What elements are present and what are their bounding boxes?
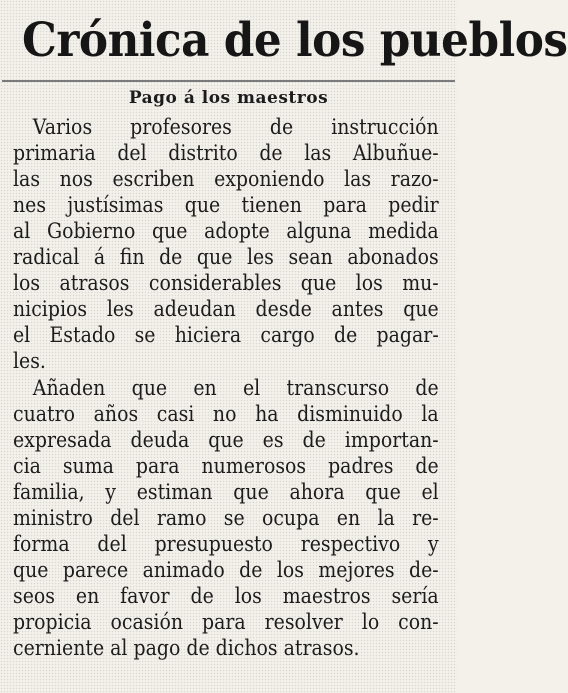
article-line: les. (13, 349, 46, 373)
article-line: familia, y estiman que ahora que el (13, 480, 439, 504)
article-line: Varios profesores de instrucción (32, 115, 439, 139)
article-line: cuatro años casi no ha disminuido la (13, 402, 439, 426)
article-line: que parece animado de los mejores de- (13, 558, 439, 582)
article-line: cia suma para numerosos padres de (13, 454, 439, 478)
article-line: seos en favor de los maestros sería (13, 584, 439, 608)
article-line: el Estado se hiciera cargo de pagar- (13, 323, 439, 347)
article-line: ministro del ramo se ocupa en la re- (13, 506, 439, 530)
article-line: nes justísimas que tienen para pedir (13, 193, 439, 217)
article-line: los atrasos considerables que los mu- (13, 271, 439, 295)
section-title: Crónica de los pueblos (22, 13, 568, 68)
article-line: Añaden que en el transcurso de (32, 376, 439, 400)
article-line: cerniente al pago de dichos atrasos. (13, 636, 360, 660)
article-line: forma del presupuesto respectivo y (13, 532, 439, 556)
article-line: expresada deuda que es de importan- (13, 428, 439, 452)
article-line: primaria del distrito de las Albuñue- (13, 141, 439, 165)
article-line: propicia ocasión para resolver lo con- (13, 610, 439, 634)
article-heading: Pago á los maestros (128, 88, 329, 108)
title-divider (2, 80, 455, 82)
article-line: al Gobierno que adopte alguna medida (13, 219, 439, 243)
article-line: las nos escriben exponiendo las razo- (13, 167, 439, 191)
article-line: radical á fin de que les sean abonados (13, 245, 439, 269)
article-line: nicipios les adeudan desde antes que (13, 297, 439, 321)
